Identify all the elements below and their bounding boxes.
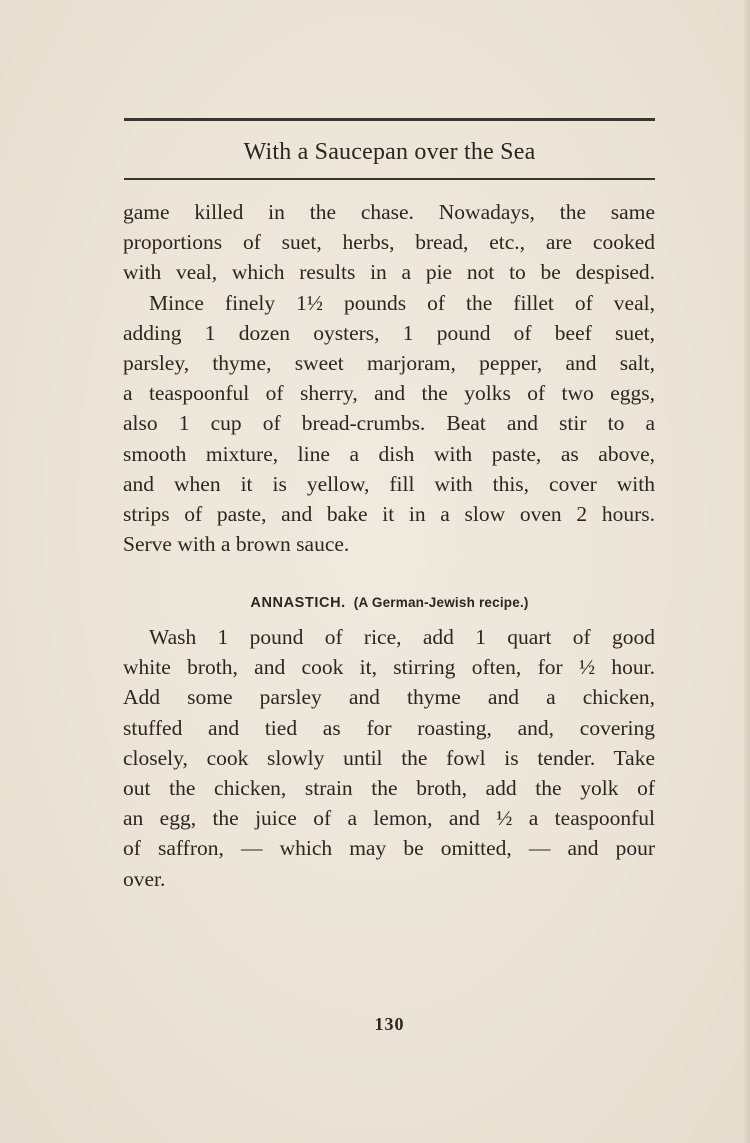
text-line: closely, cook slowly until the fowl is tender. Take (123, 745, 655, 770)
text-line: out the chicken, strain the broth, add the yolk of (123, 776, 655, 801)
text-line: stuffed and tied as for roasting, and, covering (123, 715, 655, 740)
text-line: proportions of suet, herbs, bread, etc., are cooked (123, 230, 655, 255)
text-line: and when it is yellow, fill with this, cover with (123, 471, 655, 496)
text-line: adding 1 dozen oysters, 1 pound of beef suet, (123, 320, 655, 345)
body-text-top (123, 197, 655, 559)
text-line: Mince finely 1½ pounds of the fillet of veal, (149, 290, 655, 315)
text-line: an egg, the juice of a lemon, and ½ a teaspoonful (123, 806, 655, 831)
text-line: of saffron, — which may be omitted, — and pour (123, 836, 655, 861)
text-line: a teaspoonful of sherry, and the yolks of two eggs, (123, 381, 655, 406)
page-number: 130 (374, 1014, 405, 1034)
header-top-rule (124, 118, 655, 121)
text-line: with veal, which results in a pie not to be despised. (123, 260, 655, 285)
recipe-heading (124, 592, 655, 614)
body-text-recipe (123, 622, 655, 894)
text-line: Add some parsley and thyme and a chicken, (123, 685, 655, 710)
text-line: strips of paste, and bake it in a slow oven 2 hours. (123, 502, 655, 527)
header-bottom-rule (124, 178, 655, 180)
running-head: With a Saucepan over the Sea (243, 139, 536, 165)
text-line: also 1 cup of bread-crumbs. Beat and stir to a (123, 411, 655, 436)
text-line: parsley, thyme, sweet marjoram, pepper, and salt, (123, 351, 655, 376)
text-line: Wash 1 pound of rice, add 1 quart of good (149, 625, 655, 649)
text-line: over. (123, 866, 166, 891)
recipe-subtitle: (A German-Jewish recipe.) (353, 595, 529, 610)
recipe-title: ANNASTICH. (250, 595, 346, 611)
text-line: smooth mixture, line a dish with paste, as above, (123, 441, 655, 466)
text-line: white broth, and cook it, stirring often, for ½ hour. (123, 655, 655, 680)
page-edge (744, 0, 750, 1143)
text-line: Serve with a brown sauce. (123, 532, 350, 557)
text-line: game killed in the chase. Nowadays, the same (123, 200, 655, 224)
